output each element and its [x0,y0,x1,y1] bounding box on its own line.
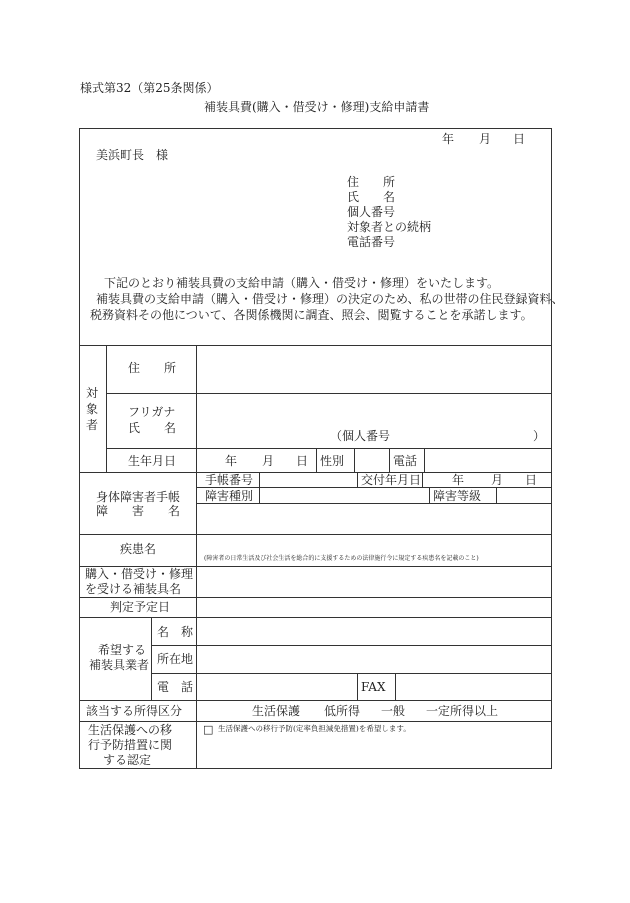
transition-label-2: 行予防措置に関 [88,738,173,752]
income-label: 該当する所得区分 [86,704,183,718]
vendor-label-2: 補装具業者 [89,658,150,672]
vendor-label-1: 希望する [98,643,147,657]
income-option-welfare[interactable]: 生活保護 [252,704,301,718]
subject-address-label: 住 所 [128,361,177,375]
applicant-relation-label: 対象者との続柄 [347,220,432,234]
vendor-phone-label: 電 話 [157,680,194,694]
issue-date-label: 交付年月日 [361,473,422,487]
disability-grade-label: 障害等級 [433,489,482,503]
transition-label-1: 生活保護への移 [88,723,173,737]
frame-top [79,128,552,129]
applicant-phone-label: 電話番号 [347,235,396,249]
birth-day: 日 [296,454,309,468]
birth-year: 年 [225,454,238,468]
date-year: 年 [442,132,455,146]
applicant-name-label: 氏 名 [347,190,396,204]
applicant-id-label: 個人番号 [347,205,396,219]
disability-type-label: 障害種別 [205,489,254,503]
issue-month: 月 [491,473,504,487]
subject-section-label: 対 象 者 [85,386,98,432]
statement-line-3: 税務資料その他について、各関係機関に調査、照会、閲覧することを承諾します。 [90,308,533,322]
addressee: 美浜町長 様 [96,148,169,162]
income-option-general[interactable]: 一般 [381,704,406,718]
subject-name-label: 氏 名 [128,421,177,435]
form-number: 様式第32（第25条関係） [80,81,219,95]
income-option-low[interactable]: 低所得 [324,704,361,718]
issue-year: 年 [452,473,465,487]
subject-furigana-label: フリガナ [128,405,176,419]
statement-line-2: 補装具費の支給申請（購入・借受け・修理）の決定のため、私の世帯の住民登録資料、 [96,292,564,306]
transition-label-3: する認定 [103,753,152,767]
disease-label: 疾患名 [120,542,157,556]
applicant-address-label: 住 所 [347,175,396,189]
page-title: 補装具費(購入・借受け・修理)支給申請書 [204,100,430,114]
vendor-fax-label: FAX [361,680,386,694]
book-number-label: 手帳番号 [205,473,254,487]
vendor-location-label: 所在地 [157,652,194,666]
device-label-1: 購入・借受け・修理 [85,567,194,581]
date-month: 月 [479,132,492,146]
frame-bottom [79,768,552,769]
income-option-high[interactable]: 一定所得以上 [426,704,499,718]
statement-line-1: 下記のとおり補装具費の支給申請（購入・借受け・修理）をいたします。 [104,276,500,290]
judgment-date-label: 判定予定日 [110,600,171,614]
disease-note: (障害者の日常生活及び社会生活を総合的に支援するための法律施行令に規定する疾患名を記載のこと) [204,555,479,562]
issue-day: 日 [525,473,538,487]
birth-month: 月 [262,454,275,468]
vendor-name-label: 名 称 [157,625,194,639]
subject-id-label: （個人番号 [330,429,391,443]
subject-id-close: ） [533,429,546,443]
transition-text: 生活保護への移行予防(定率負担減免措置)を希望します。 [218,724,411,733]
birth-label: 生年月日 [128,454,177,468]
device-label-2: を受ける補装具名 [85,582,182,596]
disability-label-2: 障 害 名 [96,504,181,518]
transition-checkbox[interactable]: □ [203,723,214,736]
disability-label-1: 身体障害者手帳 [96,490,181,504]
date-day: 日 [513,132,526,146]
sex-label: 性別 [320,454,345,468]
subject-phone-label: 電話 [393,454,418,468]
frame-left [79,128,80,769]
